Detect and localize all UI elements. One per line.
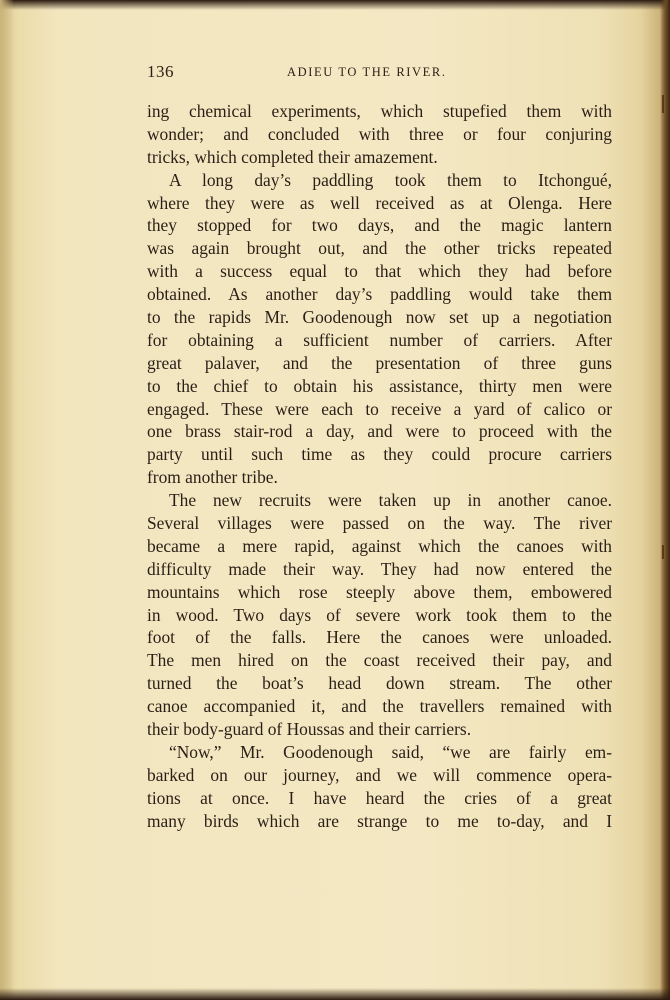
text-line: from another tribe. [147, 467, 278, 488]
text-line: engaged. These were each to receive a yard of calico or [147, 398, 612, 419]
text-line: canoe accompanied it, and the travellers remained with [147, 696, 612, 717]
text-line: to the chief to obtain his assistance, thirty men were [147, 375, 612, 396]
text-line: party until such time as they could procure carriers [147, 444, 612, 465]
running-head: ADIEU TO THE RIVER. [287, 65, 447, 79]
page-edge-shadow [660, 0, 670, 1000]
text-line: A long day’s paddling took them to Itchongué, [169, 169, 612, 190]
text-line: where they were as well received as at Olenga. Here [147, 192, 612, 213]
text-line: for obtaining a sufficient number of carriers. After [147, 329, 612, 350]
text-line: The men hired on the coast received their pay, and [147, 650, 612, 671]
text-line: to the rapids Mr. Goodenough now set up a negotiation [147, 307, 612, 328]
text-line: became a mere rapid, against which the canoes with [147, 535, 612, 556]
text-line: barked on our journey, and we will commence opera- [147, 764, 612, 785]
text-line: they stopped for two days, and the magic lantern [147, 215, 612, 236]
text-line: many birds which are strange to me to-day, and I [147, 810, 612, 831]
text-line: Several villages were passed on the way. The river [147, 513, 612, 534]
page-number: 136 [147, 62, 174, 81]
text-line: tricks, which completed their amazement. [147, 146, 438, 167]
text-line: foot of the falls. Here the canoes were unloaded. [147, 627, 612, 648]
text-line: “Now,” Mr. Goodenough said, “we are fairly em- [169, 741, 612, 762]
text-line: difficulty made their way. They had now entered the [147, 558, 612, 579]
text-line: was again brought out, and the other tricks repeated [147, 238, 612, 259]
text-line: ing chemical experiments, which stupefied them with [147, 101, 612, 121]
body-text [147, 100, 612, 833]
text-line: The new recruits were taken up in another canoe. [169, 490, 612, 511]
page-gutter-shadow [0, 0, 14, 1000]
text-line: tions at once. I have heard the cries of a great [147, 787, 612, 808]
page-edge-mark [662, 545, 664, 559]
text-line: one brass stair-rod a day, and were to proceed with the [147, 421, 612, 442]
text-line: with a success equal to that which they had before [147, 261, 612, 282]
text-line: mountains which rose steeply above them, embowered [147, 581, 612, 602]
text-line: in wood. Two days of severe work took them to the [147, 604, 612, 625]
text-line: great palaver, and the presentation of three guns [147, 352, 612, 373]
page-header [147, 62, 612, 86]
text-line: turned the boat’s head down stream. The other [147, 673, 612, 694]
text-line: their body-guard of Houssas and their carriers. [147, 719, 472, 740]
page-edge-mark [662, 95, 664, 113]
text-line: obtained. As another day’s paddling would take them [147, 284, 612, 305]
text-line: wonder; and concluded with three or four conjuring [147, 123, 612, 144]
